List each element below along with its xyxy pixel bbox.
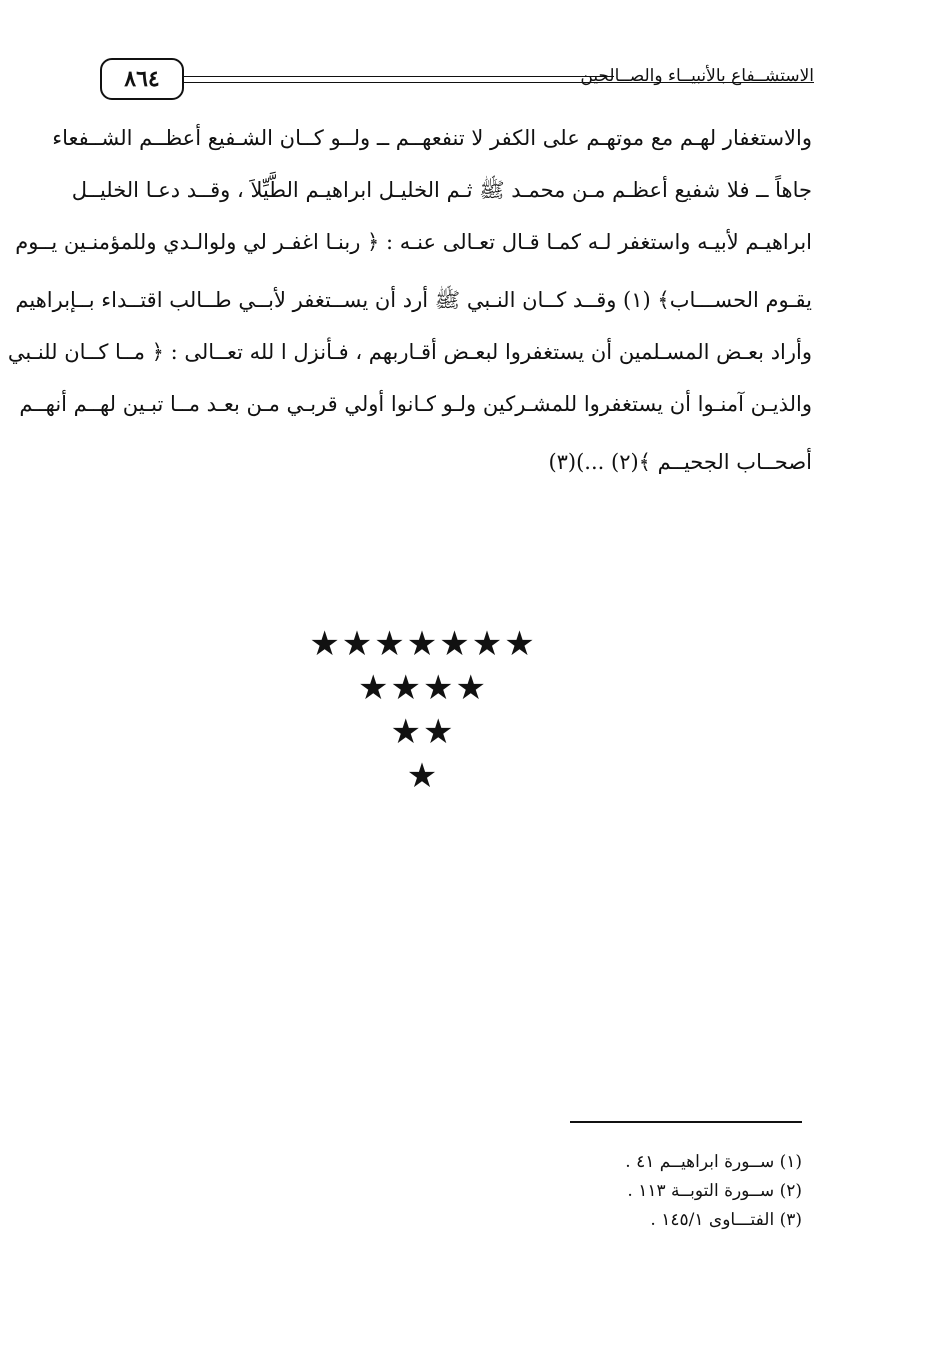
footnote: (٣) الفتـــاوى ١٤٥/١ . xyxy=(650,1210,802,1230)
footnotes xyxy=(625,1148,802,1235)
text-line: جاهاً ــ فلا شفيع أعظـم مـن محمـد ﷺ ثـم الخليـل ابراهيـم الطَّيِّلاَ ، وقــد دعـا الخليــل xyxy=(71,178,812,202)
page-header xyxy=(100,58,814,100)
text-line: ابراهيـم لأبيـه واستغفر لـه كمـا قـال تعـالى عنـه : ﴿ ربنـا اغفـر لي ولوالـدي وللمؤمنـين يــوم xyxy=(15,230,812,254)
running-title: الاستشــفاع بالأنبيــاء والصــالحين xyxy=(580,66,814,86)
footnote-separator xyxy=(570,1121,802,1123)
star-row-icon: ★★ xyxy=(390,712,456,752)
text-line: والاستغفار لهـم مع موتهـم على الكفر لا تنفعهــم ــ ولــو كــان الشـفيع أعظــم الشــفعاء xyxy=(52,126,812,150)
text-line: وأراد بعـض المسـلمين أن يستغفروا لبعـض أقـاربهم ، فـأنزل ا لله تعــالى : ﴿ مــا كــان للنـبي xyxy=(7,340,812,364)
header-rule-top xyxy=(184,76,614,77)
footnote: (٢) ســورة التوبــة ١١٣ . xyxy=(627,1181,802,1201)
body-text xyxy=(7,112,812,488)
star-row-icon: ★ xyxy=(406,756,440,796)
text-line: يقـوم الحســـاب﴾ (١) وقــد كــان النـبي ﷺ أرد أن يســتغفر لأبــي طــالب اقتــداء بــإبراهيم xyxy=(15,288,812,312)
star-row-icon: ★★★★ xyxy=(358,668,488,708)
text-line: والذيـن آمنـوا أن يستغفروا للمشـركين ولـو كـانوا أولي قربـي مـن بعـد مــا تبـين لهــم أنهــم xyxy=(19,392,812,416)
text-line: أصحــاب الجحيــم ﴾(٢) ...)(٣) xyxy=(548,450,812,474)
star-ornament xyxy=(0,622,846,798)
star-row-icon: ★★★★★★★ xyxy=(309,624,537,664)
page-number: ٨٦٤ xyxy=(100,58,184,100)
footnote: (١) ســورة ابراهيــم ٤١ . xyxy=(625,1152,802,1172)
